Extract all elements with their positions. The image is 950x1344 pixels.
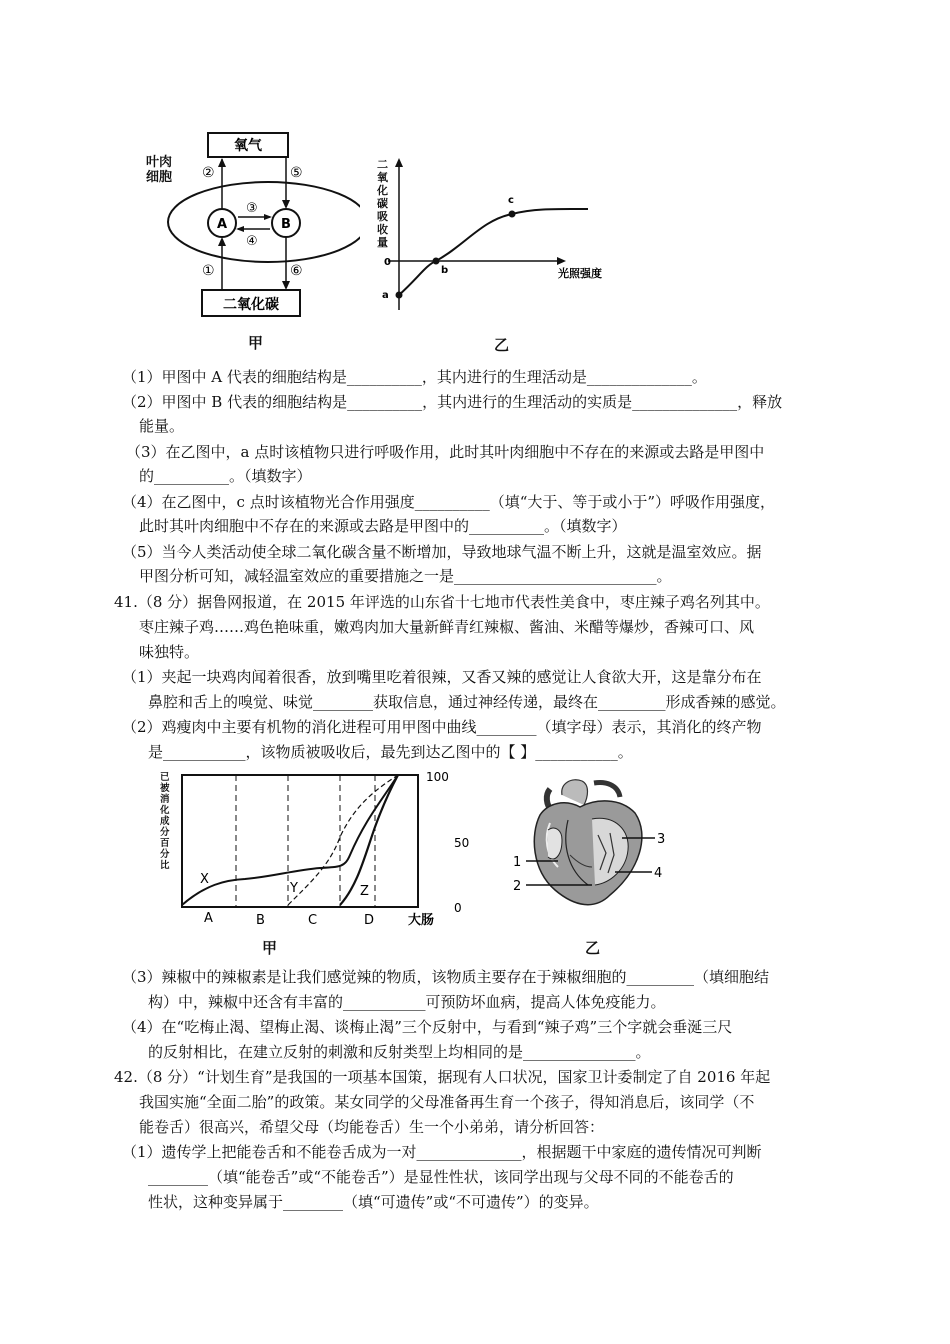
heart-diagram [510,775,670,915]
leaf-cell-label: 叶肉 细胞 [146,155,173,185]
q42-line-1: 42.（8 分）“计划生育”是我国的一项基本国策，据现有人口状况，国家卫计委制定了自 2016 年起 [114,1068,771,1086]
ytick-100: 100 [426,770,449,784]
heart-label-1: 1 [513,855,522,870]
caption-jia-1: 甲 [248,334,264,352]
q41-line-11: 的反射相比，在建立反射的刺激和反射类型上均相同的是_______________。 [148,1043,651,1061]
arrow-label-1: ① [202,263,215,279]
q41-line-10: （4）在“吃梅止渴、望梅止渴、谈梅止渴”三个反射中，与看到“辣子鸡”三个字就会垂涎三尺 [122,1018,733,1036]
curve-z [340,775,398,905]
zero-label: 0 [384,257,391,268]
q41-line-2: 枣庄辣子鸡……鸡色艳味重，嫩鸡肉加大量新鲜青红辣椒、酱油、米醋等爆炒，香辣可口、风 [139,618,755,636]
q40-line-8: （5）当今人类活动使全球二氧化碳含量不断增加，导致地球气温不断上升，这就是温室效应。据 [122,543,762,561]
series-label-z: Z [360,884,369,899]
cat-label-a: A [204,911,213,926]
q41-line-1: 41.（8 分）据鲁网报道，在 2015 年评选的山东省十七地市代表性美食中，枣庄辣子鸡名列其中。 [114,593,770,611]
ylabel-co2: 二氧化碳吸收量 [377,158,388,249]
node-b: B [281,217,291,232]
q40-line-5: 的__________。（填数字） [139,467,312,485]
heart-label-3: 3 [657,832,666,847]
curve-y [288,775,398,905]
caption-jia-2: 甲 [262,939,278,957]
q41-line-8: （3）辣椒中的辣椒素是让我们感觉辣的物质，该物质主要存在于辣椒细胞的_________（填细胞结 [122,968,770,986]
ytick-50: 50 [454,836,470,850]
q40-line-3: 能量。 [139,417,185,435]
oxygen-label: 氧气 [234,138,262,154]
arrow-label-4: ④ [246,234,258,249]
series-label-x: X [200,872,209,887]
point-b-label: b [441,265,449,276]
q40-line-6: （4）在乙图中，c 点时该植物光合作用强度__________（填“大于、等于或小于”）呼吸作用强度， [122,493,776,511]
caption-yi-1: 乙 [494,336,510,354]
q41-line-5: 鼻腔和舌上的嗅觉、味觉________获取信息，通过神经传递，最终在_________形成香辣的感觉。 [148,693,786,711]
point-a-marker [396,292,403,299]
q40-line-7: 此时其叶肉细胞中不存在的来源或去路是甲图中的__________。（填数字） [139,517,627,535]
arrow-label-3: ③ [246,201,258,216]
point-c-label: c [508,195,514,206]
point-a-label: a [382,290,389,301]
cat-label-c: C [308,913,318,928]
q40-line-9: 甲图分析可知，减轻温室效应的重要措施之一是___________________________。 [139,567,672,585]
q41-line-9: 构）中，辣椒中还含有丰富的___________可预防坏血病，提高人体免疫能力。 [148,993,666,1011]
cat-label-b: B [256,913,265,928]
q40-line-1: （1）甲图中 A 代表的细胞结构是__________，其内进行的生理活动是______________。 [122,368,707,386]
ytick-0: 0 [454,901,462,915]
heart-label-4: 4 [654,866,663,881]
q41-line-6: （2）鸡瘦肉中主要有机物的消化进程可用甲图中曲线________（填字母）表示，其消化的终产物 [122,718,762,736]
cat-label-large-intestine: 大肠 [408,913,435,928]
photosynthesis-diagram [160,125,360,320]
q42-line-3: 能卷舌）很高兴，希望父母（均能卷舌）生一个小弟弟，请分析回答： [139,1118,605,1136]
q41-line-7: 是___________，该物质被吸收后，最先到达乙图中的【 】___________。 [148,743,633,761]
point-b-marker [433,258,440,265]
co2-curve [399,209,588,295]
q42-line-2: 我国实施“全面二胎”的政策。某女同学的父母准备再生育一个孩子，得知消息后，该同学（不 [139,1093,755,1111]
arrow-label-2: ② [202,165,215,181]
q41-line-3: 味独特。 [139,643,200,661]
arrow-label-5: ⑤ [290,165,303,181]
cat-label-d: D [364,913,375,928]
arrow-label-6: ⑥ [290,263,303,279]
heart-label-2: 2 [513,879,522,894]
digestion-chart [170,765,480,930]
node-a: A [216,217,228,232]
q42-line-5: ________（填“能卷舌”或“不能卷舌”）是显性性状，该同学出现与父母不同的不能卷舌的 [148,1168,734,1186]
q40-line-2: （2）甲图中 B 代表的细胞结构是__________，其内进行的生理活动的实质是______________，释放 [122,393,783,411]
xlabel: 光照强度 [558,267,602,280]
co2-label: 二氧化碳 [223,297,279,313]
digestion-ylabel: 已被消化成分百分比 [160,772,170,871]
q42-line-6: 性状，这种变异属于________（填“可遗传”或“不可遗传”）的变异。 [148,1193,599,1211]
q42-line-4: （1）遗传学上把能卷舌和不能卷舌成为一对______________，根据题干中家庭的遗传情况可判断 [122,1143,762,1161]
q40-line-4: （3）在乙图中，a 点时该植物只进行呼吸作用，此时其叶肉细胞中不存在的来源或去路是甲图中 [126,443,765,461]
caption-yi-2: 乙 [585,939,601,957]
q41-line-4: （1）夹起一块鸡肉闻着很香，放到嘴里吃着很辣，又香又辣的感觉让人食欲大开，这是靠分布在 [122,668,762,686]
co2-absorption-chart [370,150,620,310]
series-label-y: Y [290,881,298,896]
point-c-marker [509,211,516,218]
